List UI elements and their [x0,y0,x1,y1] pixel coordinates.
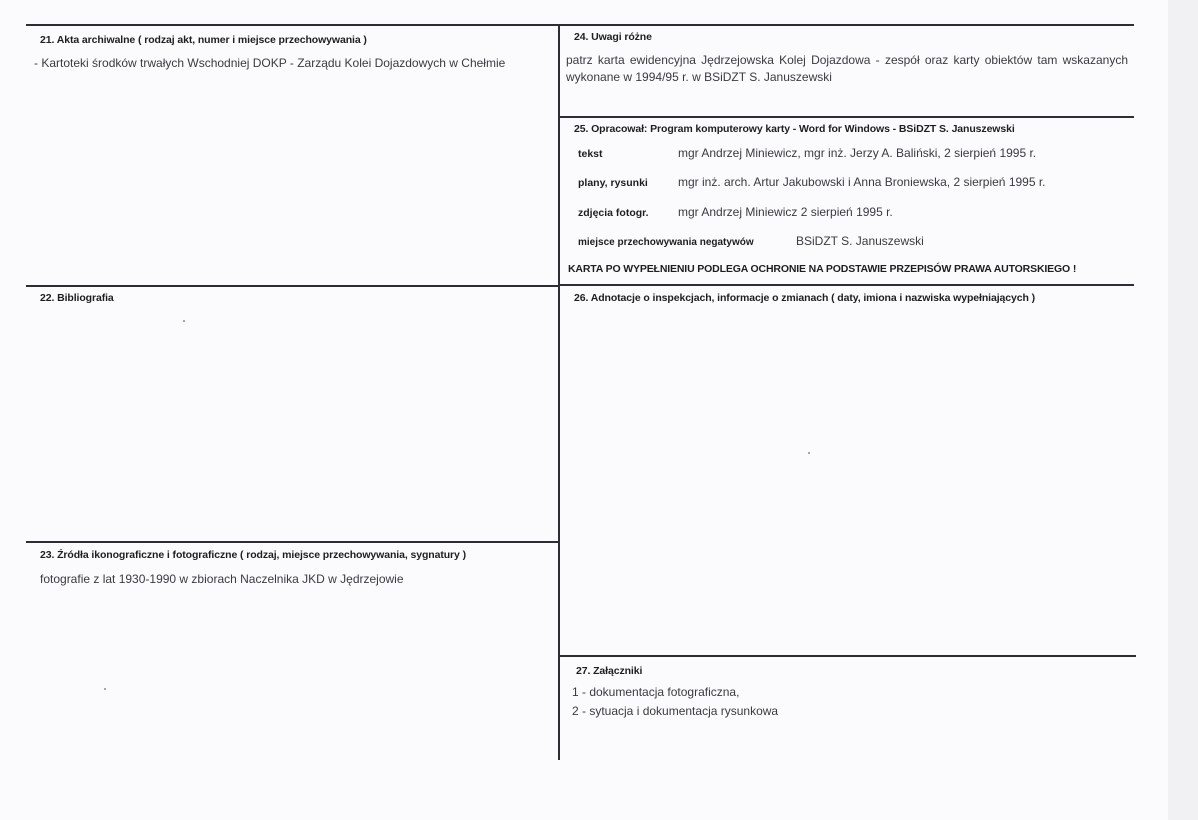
section-21-text: - Kartoteki środków trwałych Wschodniej DOKP - Zarządu Kolei Dojazdowych w Chełmie [34,56,506,70]
author-row-value: BSiDZT S. Januszewski [796,234,924,248]
scan-speck [808,452,810,454]
section-27-label: 27. Załączniki [576,665,643,677]
section-23-label: 23. Źródła ikonograficzne i fotograficzne ( rodzaj, miejsce przechowywania, sygnatury ) [40,549,466,561]
attachment-item: 2 - sytuacja i dokumentacja rysunkowa [572,704,779,718]
section-26-label: 26. Adnotacje o inspekcjach, informacje o zmianach ( daty, imiona i nazwiska wypełniających ) [574,292,1036,304]
author-row-value: mgr Andrzej Miniewicz, mgr inż. Jerzy A. Baliński, 2 sierpień 1995 r. [678,146,1037,160]
attachment-item: 1 - dokumentacja fotograficzna, [572,685,740,699]
rule-24-25 [560,116,1134,118]
section-23-text: fotografie z lat 1930-1990 w zbiorach Naczelnika JKD w Jędrzejowie [40,572,404,586]
author-row-key: miejsce przechowywania negatywów [578,237,754,248]
page-edge [1168,0,1198,820]
section-22-label: 22. Bibliografia [40,292,114,304]
author-row-key: plany, rysunki [578,177,648,189]
author-row-value: mgr Andrzej Miniewicz 2 sierpień 1995 r. [678,205,893,219]
rule-25-26 [560,284,1134,286]
rule-26-27 [560,655,1136,657]
rule-21-22 [26,285,558,287]
section-25-label: 25. Opracował: Program komputerowy karty - Word for Windows - BSiDZT S. Januszewski [574,123,1015,135]
scan-speck [183,320,185,322]
section-24-text: patrz karta ewidencyjna Jędrzejowska Kolej Dojazdowa - zespół oraz karty obiektów tam wskazanych wykonane w 1994/95 r. w BSiDZT S. Januszewski [566,53,1128,84]
rule-22-23 [26,541,558,543]
section-21-label: 21. Akta archiwalne ( rodzaj akt, numer i miejsce przechowywania ) [40,34,367,46]
center-divider [558,24,560,760]
author-row-key: tekst [578,148,603,160]
scan-speck [104,688,106,690]
copyright-notice: KARTA PO WYPEŁNIENIU PODLEGA OCHRONIE NA PODSTAWIE PRZEPISÓW PRAWA AUTORSKIEGO ! [568,263,1077,275]
top-rule [26,24,1134,26]
author-row-key: zdjęcia fotogr. [578,207,649,219]
author-row-value: mgr inż. arch. Artur Jakubowski i Anna Broniewska, 2 sierpień 1995 r. [678,175,1046,189]
section-24-label: 24. Uwagi różne [574,31,652,43]
